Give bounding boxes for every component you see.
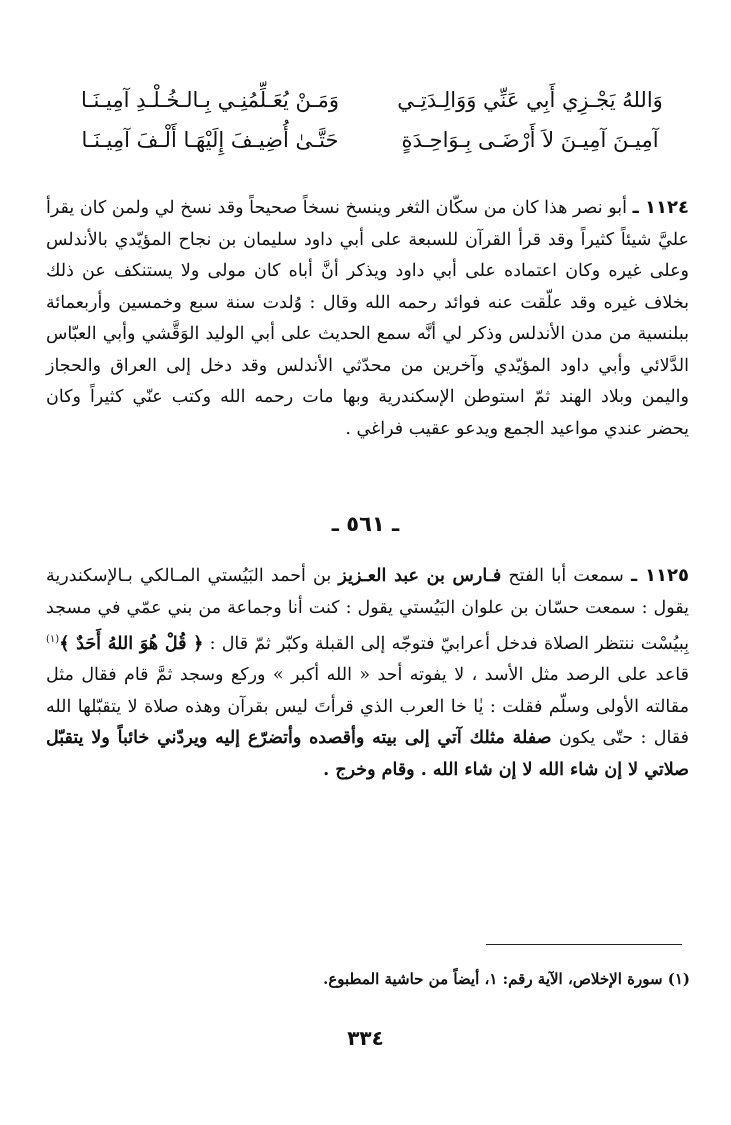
verse-2-second-hemistich: حَتَّـىٰ أُضِيـفَ إِلَيْهَـا أَلْـفَ آمِيـنَـا [81,128,339,152]
entry-1125-text-2: قاعد على الرصد مثل الأسد ، لا يفوته أحد « الله أكبر » وركع وسجد ثمَّ قام فقال مثل مقالته الأولى وسلّم فقلت : يٰا خا العرب الذي قرأتَ ليس بقرآن وهذه صلاة لا يتقبّلها الله فقال : حتّى يكون [46,665,689,749]
page-number: ٣٣٤ [347,1026,384,1050]
footnote: (١) سورة الإخلاص، الآية رقم: ١، أيضاً من حاشية المطبوع. [323,970,690,988]
entry-1125-intro: سمعت أبا الفتح [508,566,624,586]
verse-line-2 [60,120,680,160]
entry-1125-text-bold: صفلة مثلك آتي إلى بيته وأقصده وأتضرّع إليه ويردّني خائباً ولا يتقبّل صلاتي لا إن شاء الله لا إن شاء الله . وقام وخرج . [46,728,689,780]
entry-1125-paragraph [46,560,689,786]
poem-verses [60,80,680,188]
entry-1124-number: ١١٢٤ ـ [632,197,689,218]
verse-2-first-hemistich: آمِيـنَ آمِيـنَ لاَ أَرْضَـى بِـوَاحِـدَةٍ [401,128,659,152]
entry-1124-text: أبو نصر هذا كان من سكّان الثغر وينسخ نسخاً صحيحاً وقد نسخ لي ولمن كان يقرأ عليَّ شيئاً كثيراً وقد قرأ القرآن للسبعة على أبي داود سليمان بن نجاح المؤيّدي بالأندلس وعلى غيره وكان اعتماده على أبي داود ويذكر أنَّ أباه كان مولى ولا يستنكف عن ذلك بخلاف غيره وقد علّقت عنه فوائد رحمه الله وقال : وُلدت سنة سبع وخمسين وأربعمائة ببلنسية من مدن الأندلس وذكر لي أنَّه سمع الحديث على أبي الوليد الوَقَّشي وأبي العبّاس الدَّلائي وأبي داود المؤيّدي وآخرين من محدّثي الأندلس وقد دخل إلى العراق والحجاز واليمن وبلاد الهند ثمّ استوطن الإسكندرية وبها مات رحمه الله وكتب عنّي كثيراً وكان يحضر عندي مواعيد الجمع ويدعو عقيب فراغي . [46,198,689,439]
entry-1124 [46,192,689,445]
entry-1125 [46,560,689,786]
verse-line-1 [60,80,680,120]
entry-1125-number: ١١٢٥ ـ [630,565,689,586]
entry-1125-quran-quote: ﴿ قُلْ هُوَ اللهُ أَحَدٌ ﴾ [59,633,204,654]
footnote-reference-mark[interactable]: (١) [46,634,60,645]
entry-1124-paragraph [46,192,689,445]
footnote-divider [486,944,682,945]
entry-1125-name: فـارس بن عبد العـزيز [338,566,502,586]
verse-1-second-hemistich: وَمَـنْ يُعَـلِّمُنِـي بِـالـخُـلْـدِ آمِيـنَـا [80,88,339,112]
entry-1125-text-1: بن أحمد البَيُستي المـالكي بـالإسكندرية يقول : سمعت حسّان بن علوان البَيُستي يقول : كنت أنا وجماعة من بني عمّي في مسجد بِبيُسْت ننتظر الصلاة فدخل أعرابيّ فتوجّه إلى القبلة وكبّر ثمّ قال : [46,566,689,654]
section-marker: ـ ٥٦١ ـ [331,512,400,536]
verse-1-first-hemistich: وَاللهُ يَجْـزِي أَبِي عَنِّي وَوَالِـدَتِـي [397,88,663,112]
